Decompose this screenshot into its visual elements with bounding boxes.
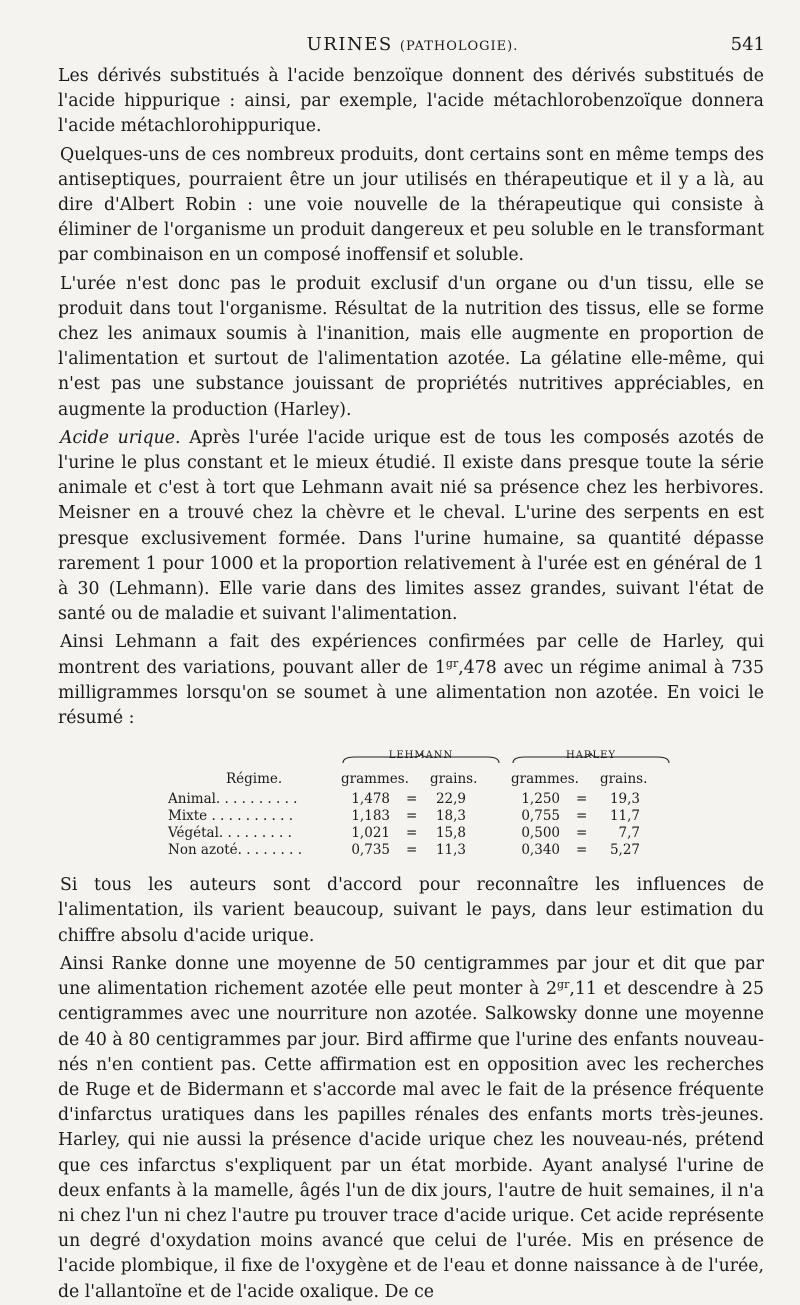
paragraph-3: L'urée n'est donc pas le produit exclusif d'un organe ou d'un tissu, elle se produit dans tout l'organisme. Résultat de la nutrition des tissus, elle se forme chez les animaux soumis à l'inanition, mais elle augmente en proportion de l'alimentation et surtout de l'alimentation azotée. La gélatine elle-même, qui n'est pas une substance jouissant de propriétés nutritives appréciables, en augmente la production (Harley).: [58, 273, 764, 420]
uric-acid-table: [58, 743, 764, 859]
cell-lehmann-grammes: 0,735: [351, 842, 390, 859]
running-title-main: URINES: [306, 34, 393, 55]
paragraph-5-text-b: ,478 avec un régime animal à 735 milligrammes lorsqu'on se soumet à une alimentation non azotée. En voici le résumé :: [58, 657, 765, 729]
equals-sign: =: [576, 842, 588, 859]
table-header-regime: Régime.: [226, 771, 283, 788]
table-header-lehmann-grains: grains.: [430, 771, 478, 788]
cell-harley-grains: 5,27: [609, 842, 640, 859]
table-group-lehmann: LEHMANN: [388, 750, 454, 762]
unit-superscript: gr: [557, 978, 570, 992]
table-header-lehmann-grammes: grammes.: [341, 771, 409, 788]
cell-harley-grammes: 0,755: [521, 808, 560, 825]
equals-sign: =: [576, 791, 588, 808]
table-row: [58, 821, 764, 842]
running-title-sub: (PATHOLOGIE).: [399, 39, 519, 54]
equals-sign: =: [406, 808, 418, 825]
brace-lehmann-icon: [341, 753, 501, 765]
cell-lehmann-grains: 11,3: [435, 842, 466, 859]
cell-harley-grains: 11,7: [609, 808, 640, 825]
cell-lehmann-grains: 22,9: [435, 791, 466, 808]
row-label: Non azoté. . . . . . . .: [168, 842, 302, 859]
brace-harley-icon: [511, 753, 671, 765]
section-heading-acide-urique: Acide urique.: [60, 427, 181, 448]
paragraph-5: [58, 630, 764, 731]
equals-sign: =: [406, 791, 418, 808]
paragraph-5-text-a: Ainsi Lehmann a fait des expériences confirmées par celle de Harley, qui montrent des variations, pouvant aller de 1: [58, 632, 764, 678]
running-title: [60, 34, 765, 55]
cell-lehmann-grammes: 1,183: [351, 808, 390, 825]
row-label: Animal. . . . . . . . . .: [168, 791, 298, 808]
paragraph-4-text: Après l'urée l'acide urique est de tous les composés azotés de l'urine le plus constant et le mieux étudié. Il existe dans presque toute la série animale et c'est à tort que Lehmann avait nié sa présence chez les herbivores. Meisner en a trouvé chez la chèvre et le cheval. L'urine des serpents en est presque exclusivement formée. Dans l'urine humaine, sa quantité dépasse rarement 1 pour 1000 et la proportion relativement à l'urée est en général de 1 à 30 (Lehmann). Elle varie dans des limites assez grandes, suivant l'état de santé ou de maladie et suivant l'alimentation.: [58, 427, 764, 625]
cell-lehmann-grammes: 1,021: [351, 825, 390, 842]
table-header-harley-grains: grains.: [600, 771, 648, 788]
row-label: Mixte . . . . . . . . . .: [168, 808, 293, 825]
paragraph-1: Les dérivés substitués à l'acide benzoïque donnent des dérivés substitués de l'acide hippurique : ainsi, par exemple, l'acide métachlorobenzoïque donnera l'acide métachlorohippurique.: [58, 66, 764, 137]
equals-sign: =: [406, 825, 418, 842]
cell-harley-grains: 19,3: [609, 791, 640, 808]
equals-sign: =: [576, 808, 588, 825]
cell-harley-grammes: 0,500: [521, 825, 560, 842]
cell-lehmann-grains: 15,8: [435, 825, 466, 842]
cell-harley-grammes: 1,250: [521, 791, 560, 808]
cell-harley-grammes: 0,340: [521, 842, 560, 859]
equals-sign: =: [406, 842, 418, 859]
table-row: [58, 787, 764, 808]
running-header: [60, 34, 765, 58]
cell-lehmann-grains: 18,3: [435, 808, 466, 825]
table-row: [58, 804, 764, 825]
table-group-harley: HARLEY: [565, 750, 616, 762]
cell-harley-grains: 7,7: [618, 825, 640, 842]
paragraph-7-text-b: ,11 et descendre à 25 centigrammes avec une nourriture non azotée. Salkowsky donne une moyenne de 40 à 80 centigrammes par jour. Bird affirme que l'urine des enfants nouveau-nés n'en contient pas. Cette affirmation est en opposition avec les recherches de Ruge et de Bidermann et s'accorde mal avec le fait de la présence fréquente d'infarctus uratiques dans les papilles rénales des enfants morts très-jeunes. Harley, qui nie aussi la présence d'acide urique chez les nouveau-nés, prétend que ces infarctus s'expliquent par un état morbide. Ayant analysé l'urine de deux enfants à la mamelle, âgés l'un de dix jours, l'autre de huit semaines, il n'a ni chez l'un ni chez l'autre pu trouver trace d'acide urique. Cet acide représente un degré d'oxydation moins avancé que celui de l'urée. Mis en présence de l'acide plombique, il fixe de l'oxygène et de l'eau et donne naissance à de l'urée, de l'allantoïne et de l'acide oxalique. De ce: [58, 979, 765, 1302]
paragraph-7: [58, 952, 764, 1305]
table-row: [58, 838, 764, 859]
row-label: Végétal. . . . . . . . .: [168, 825, 292, 842]
paragraph-2: Quelques-uns de ces nombreux produits, dont certains sont en même temps des antiseptiques, pourraient être un jour utilisés en thérapeutique et il y a là, au dire d'Albert Robin : une voie nouvelle de la thérapeutique qui consiste à éliminer de l'organisme un produit dangereux et peu soluble en le transformant par combinaison en un composé inoffensif et soluble.: [58, 144, 764, 266]
paragraph-4: [58, 426, 764, 628]
paragraph-7-text-a: Ainsi Ranke donne une moyenne de 50 centigrammes par jour et dit que par une alimentation richement azotée elle peut monter à 2: [58, 953, 764, 1000]
equals-sign: =: [576, 825, 588, 842]
page-body: [58, 64, 764, 1305]
cell-lehmann-grammes: 1,478: [351, 791, 390, 808]
table-header-harley-grammes: grammes.: [511, 771, 579, 788]
page-number: 541: [730, 34, 765, 55]
unit-superscript: gr: [445, 656, 459, 670]
paragraph-6: Si tous les auteurs sont d'accord pour reconnaître les influences de l'alimentation, ils varient beaucoup, suivant le pays, dans leur estimation du chiffre absolu d'acide urique.: [58, 875, 764, 946]
